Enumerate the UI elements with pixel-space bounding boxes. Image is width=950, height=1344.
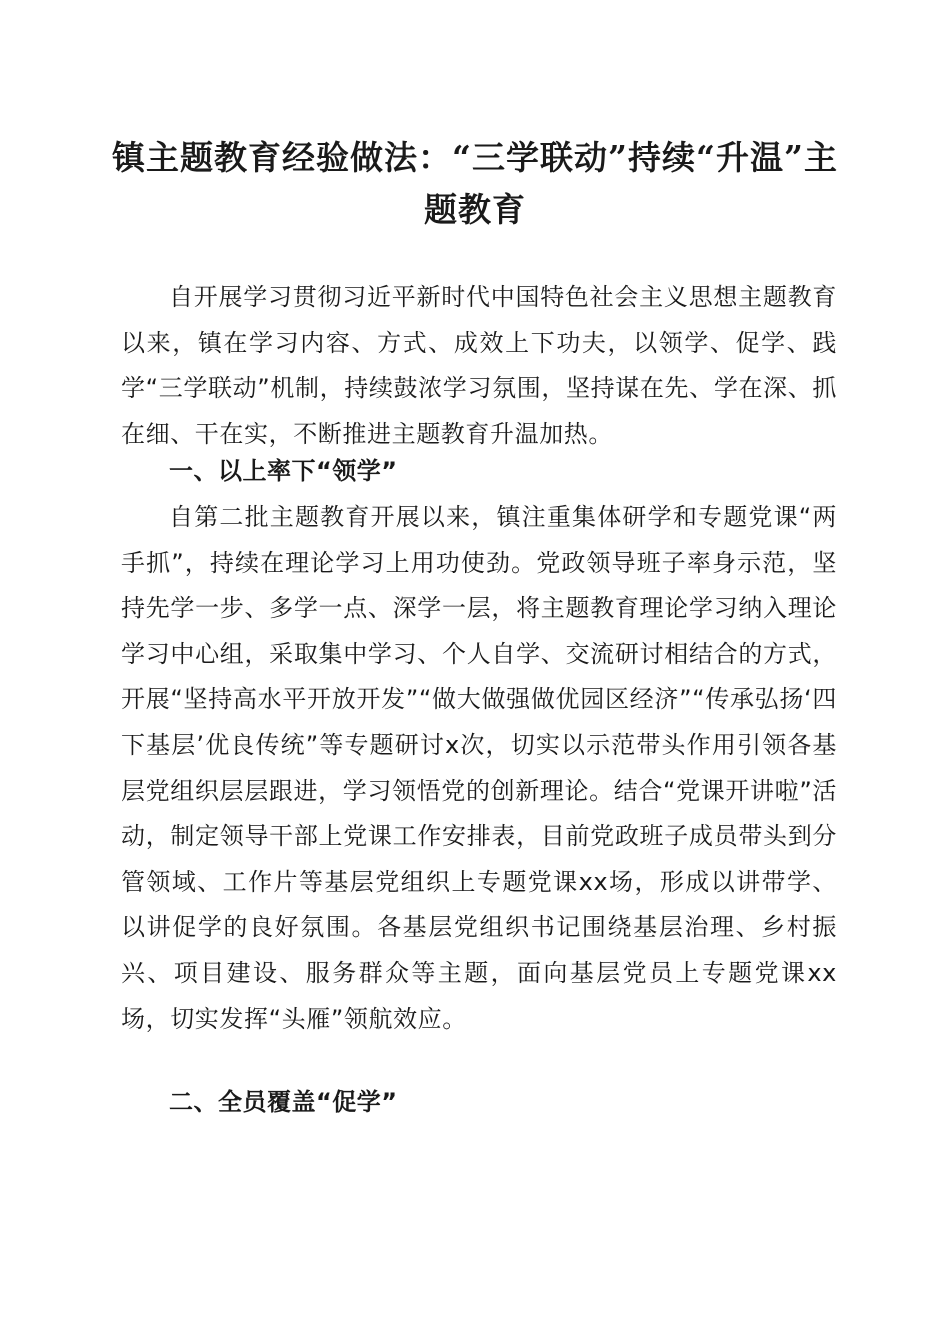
section-heading-1: 一、以上率下“领学”: [169, 457, 398, 485]
section-heading-2: 二、全员覆盖“促学”: [169, 1088, 398, 1116]
intro-paragraph: 自开展学习贯彻习近平新时代中国特色社会主义思想主题教育以来，镇在学习内容、方式、成效上下功夫，以领学、促学、践学“三学联动”机制，持续鼓浓学习氛围，坚持谋在先、学在深、抓在细、干在实，不断推进主题教育升温加热。: [121, 283, 837, 448]
section-paragraph-1: 自第二批主题教育开展以来，镇注重集体研学和专题党课“两手抓”，持续在理论学习上用功使劲。党政领导班子率身示范，坚持先学一步、多学一点、深学一层，将主题教育理论学习纳入理论学习中心组，采取集中学习、个人自学、交流研讨相结合的方式，开展“坚持高水平开放开发”“做大做强做优园区经济”“传承弘扬‘四下基层’优良传统”等专题研讨x次，切实以示范带头作用引领各基层党组织层层跟进，学习领悟党的创新理论。结合“党课开讲啦”活动，制定领导干部上党课工作安排表，目前党政班子成员带头到分管领域、工作片等基层党组织上专题党课xx场，形成以讲带学、以讲促学的良好氛围。各基层党组织书记围绕基层治理、乡村振兴、项目建设、服务群众等主题，面向基层党员上专题党课xx场，切实发挥“头雁”领航效应。: [121, 503, 837, 1033]
document-title: 镇主题教育经验做法：“三学联动”持续“升温”主题教育: [112, 138, 838, 229]
